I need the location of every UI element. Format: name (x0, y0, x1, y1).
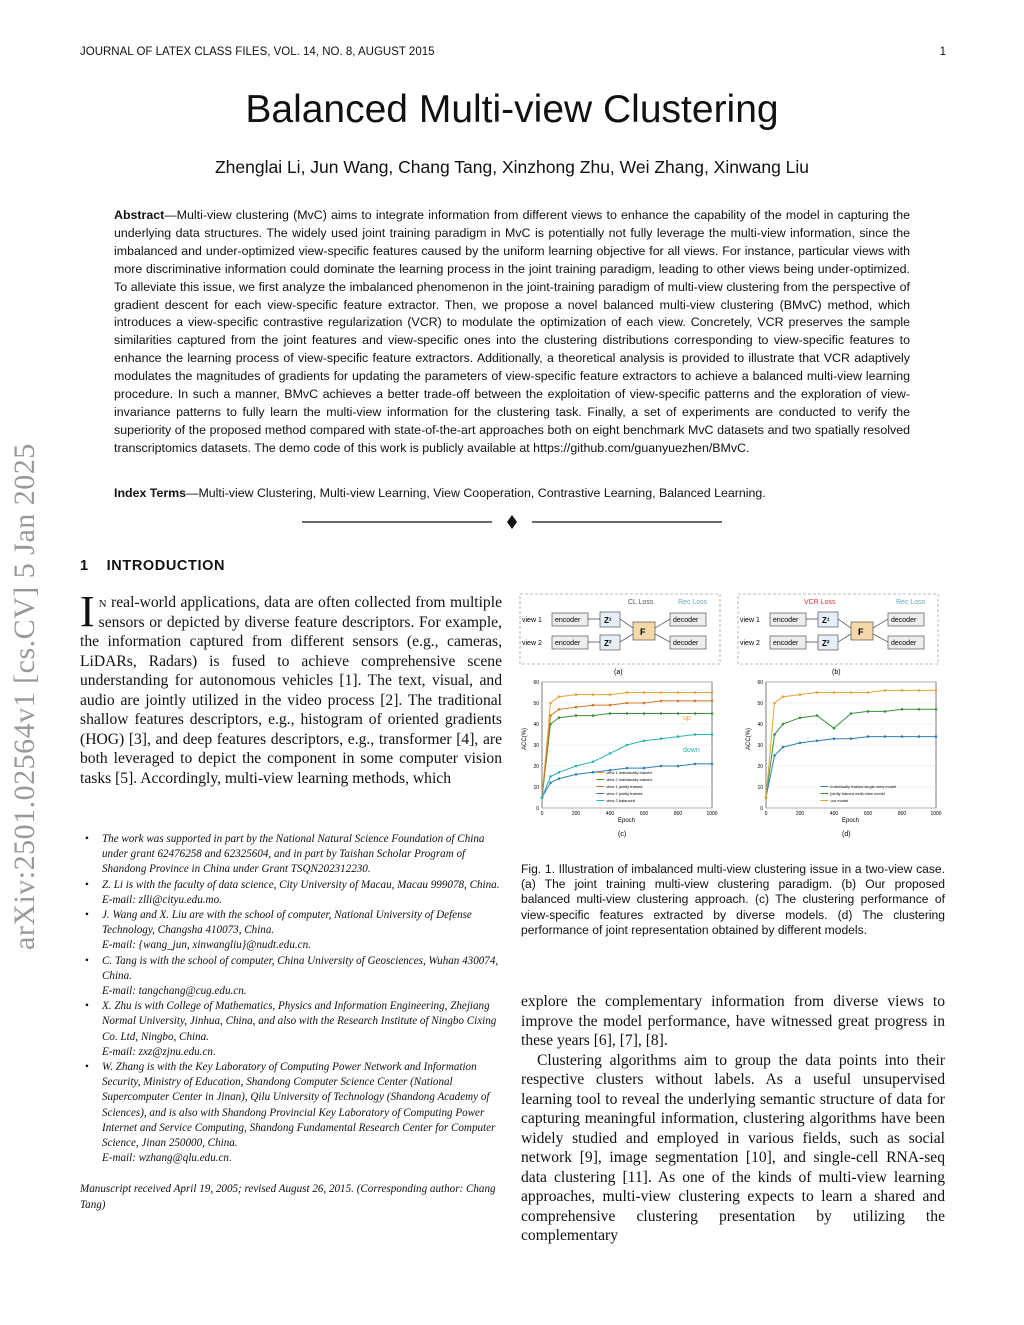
diagram-b-view2: view 2 (740, 640, 760, 647)
diagram-a-f: F (640, 627, 646, 637)
plot-c-x-tick: 0 (540, 811, 544, 817)
plot-d-y-tick: 60 (757, 680, 763, 686)
diagram-b-encoder-label: encoder (773, 617, 799, 624)
arxiv-stamp: arXiv:2501.02564v1 [cs.CV] 5 Jan 2025 (8, 443, 41, 950)
plot-c-point (575, 714, 578, 717)
plot-d-point (799, 742, 802, 745)
plot-c-point (592, 704, 595, 707)
diagram-a-encoder-label: encoder (555, 617, 581, 624)
arrow (655, 619, 670, 628)
section-number: 1 (80, 558, 89, 574)
abstract-label: Abstract (114, 208, 165, 222)
figure-caption: Fig. 1. Illustration of imbalanced multi-view clustering issue in a two-view case. (a) The joint training multi-view clustering paradigm. (b) Our proposed balanced multi-view clustering approach. (c) The clustering performance of view-specific features extracted by diverse models. (d) The clustering performance of joint representation obtained by different models. (521, 862, 945, 937)
plot-d-point (884, 689, 887, 692)
plot-d-point (867, 710, 870, 713)
divider-diamond-icon (507, 515, 517, 529)
plot-d-xlabel: Epoch (842, 818, 860, 824)
plot-c-point (609, 752, 612, 755)
plot-d-x-tick: 400 (829, 811, 839, 817)
plot-d-legend-entry: individually trained single-view model (830, 784, 897, 789)
plot-c-point (592, 714, 595, 717)
diagram-a (520, 594, 720, 676)
section-divider (302, 512, 722, 532)
plot-c-point (660, 700, 663, 703)
plot-d-point (773, 754, 776, 757)
arrow (873, 634, 888, 642)
plot-d-ylabel: ACC(%) (746, 728, 752, 750)
diagram-b-encoder-label: encoder (773, 640, 799, 647)
plot-c-point (549, 775, 552, 778)
plot-c-x-tick: 600 (639, 811, 649, 817)
plot-c-y-tick: 50 (533, 701, 539, 707)
plot-d-y-tick: 0 (760, 806, 763, 812)
arrow (838, 634, 851, 642)
footnote-item: • W. Zhang is with the Key Laboratory of Computing Power Network and Information Security, Ministry of Education, Shandong Computer Science Center (National Supercomputer Center in Jinan), Qilu University of Technology (Shandong Academy of Sciences), and is also with Shandong Provincial Key Laboratory of Computing Power Internet and Service Computing, Shandong Fundamental Research Center for Computer Science, Jinan 250000, China. E-mail: wzhang@qlu.edu.cn. (80, 1060, 502, 1166)
diagram-b-label: (b) (832, 669, 841, 676)
plot-c-label: (c) (618, 831, 627, 838)
plot-c-y-tick: 40 (533, 722, 539, 728)
plot-d-point (935, 735, 938, 738)
paper-title: Balanced Multi-view Clustering (245, 88, 779, 131)
plot-d-point (799, 716, 802, 719)
abstract (114, 207, 910, 458)
diagram-b-vcr-loss: VCR Loss (804, 599, 836, 606)
author-list: Zhenglai Li, Jun Wang, Chang Tang, Xinzhong Zhu, Wei Zhang, Xinwang Liu (214, 157, 810, 177)
plot-d-point (850, 737, 853, 740)
plot-d-point (773, 733, 776, 736)
plot-c-y-tick: 30 (533, 743, 539, 749)
plot-c-point (626, 712, 629, 715)
plot-c-x-tick: 400 (605, 811, 615, 817)
footnotes (80, 832, 502, 1213)
plot-c-point (558, 771, 561, 774)
drop-cap: I (80, 587, 95, 636)
paragraph: explore the complementary information from diverse views to improve the model performance, have witnessed great progress in these years [6], [7], [8]. (521, 993, 945, 1049)
plot-c-point (592, 771, 595, 774)
plot-c-point (694, 733, 697, 736)
plot-c-point (609, 693, 612, 696)
plot-d-point (935, 689, 938, 692)
right-column-text (521, 992, 945, 1246)
plot-d-point (833, 737, 836, 740)
plot-c-point (694, 763, 697, 766)
plot-c-legend-entry: view 1 jointly trained (606, 784, 643, 789)
plot-d-point (901, 735, 904, 738)
diagram-a-z2: Z² (604, 639, 612, 648)
footnote-item: • Z. Li is with the faculty of data science, City University of Macau, Macau 999078, China. E-mail: zlli@cityu.edu.mo. (80, 878, 502, 908)
plot-c-point (626, 767, 629, 770)
plot-d-y-tick: 20 (757, 764, 763, 770)
diagram-b-z2: Z² (822, 639, 830, 648)
section-title: INTRODUCTION (106, 558, 226, 574)
plot-c (522, 680, 718, 838)
plot-c-point (660, 691, 663, 694)
plot-c-legend-entry: view 2 balanced (606, 798, 636, 803)
plot-d-point (918, 735, 921, 738)
plot-c-point (677, 735, 680, 738)
plot-c-point (609, 712, 612, 715)
plot-d-point (935, 708, 938, 711)
footnote-item: • X. Zhu is with College of Mathematics, Physics and Information Engineering, Zhejiang Normal University, Jinhua, China, and also with the Research Institute of Ningbo Cixing Co. Ltd, Ningbo, China. E-mail: zxz@zjnu.edu.cn. (80, 999, 502, 1060)
plot-c-point (626, 744, 629, 747)
plot-c-point (677, 691, 680, 694)
footnote-email: E-mail: {wang_jun, xinwangliu}@nudt.edu.cn. (102, 939, 311, 952)
plot-c-legend-entry: view 2 jointly trained (606, 791, 643, 796)
plot-d-point (850, 691, 853, 694)
plot-c-point (711, 763, 714, 766)
plot-d-legend-entry: jointly trained multi-view model (830, 791, 885, 796)
diagram-b-view1: view 1 (740, 617, 760, 624)
plot-c-ylabel: ACC(%) (522, 728, 528, 750)
plot-d-point (884, 735, 887, 738)
plot-c-legend-entry: view 2 individually trained (606, 777, 652, 782)
plot-c-point (660, 765, 663, 768)
plot-d-x-tick: 0 (764, 811, 768, 817)
journal-name: JOURNAL OF LATEX CLASS FILES, VOL. 14, NO. 8, AUGUST 2015 (80, 46, 435, 58)
diagram-b-rec-loss: Rec Loss (896, 599, 926, 606)
plot-d-point (901, 708, 904, 711)
plot-c-point (549, 714, 552, 717)
plot-c-point (575, 773, 578, 776)
plot-d-point (884, 710, 887, 713)
plot-d-x-tick: 200 (795, 811, 805, 817)
plot-d-point (918, 708, 921, 711)
footnote-email: E-mail: zlli@cityu.edu.mo. (102, 893, 222, 906)
plot-d (746, 680, 942, 838)
diagram-b-decoder-label: decoder (891, 640, 917, 647)
plot-c-x-tick: 800 (673, 811, 683, 817)
arrow (873, 619, 888, 628)
footnote-email: E-mail: wzhang@qlu.edu.cn. (102, 1152, 232, 1165)
diagram-a-decoder-label: decoder (673, 617, 699, 624)
plot-d-point (867, 691, 870, 694)
plot-c-point (592, 761, 595, 764)
plot-c-point (711, 691, 714, 694)
paragraph: Clustering algorithms aim to group the data points into their respective clusters without labels. As a useful unsupervised learning tool to reveal the underlying semantic structure of data for capturing meaningful information, clustering algorithms have been widely studied and employed in various fields, such as social network [9], image segmentation [10], and single-cell RNA-seq data clustering [11]. As one of the kinds of multi-view learning approaches, multi-view clustering expects to learn a shared and comprehensive clustering presentation by utilizing the complementary (521, 1051, 945, 1244)
plot-c-point (575, 765, 578, 768)
intro-lead: n (98, 594, 107, 611)
plot-c-up-annot: up (683, 715, 691, 722)
plot-d-point (850, 712, 853, 715)
plot-d-y-tick: 30 (757, 743, 763, 749)
plot-d-point (833, 691, 836, 694)
running-header (80, 46, 946, 58)
plot-c-x-tick: 1000 (706, 811, 718, 817)
footnote-item: • J. Wang and X. Liu are with the school of computer, National University of Defense Technology, Changsha 410073, China. E-mail: {wang_jun, xinwangliu}@nudt.edu.cn. (80, 908, 502, 954)
plot-c-point (549, 702, 552, 705)
intro-paragraph (80, 587, 502, 788)
plot-c-point (694, 691, 697, 694)
index-terms-text: —Multi-view Clustering, Multi-view Learning, View Cooperation, Contrastive Learning, Balanced Learning. (186, 486, 766, 500)
plot-d-x-tick: 1000 (930, 811, 942, 817)
plot-c-point (660, 737, 663, 740)
plot-d-point (833, 727, 836, 730)
plot-c-point (677, 765, 680, 768)
index-terms (114, 486, 910, 500)
diagram-a-label: (a) (614, 669, 623, 676)
plot-c-point (643, 767, 646, 770)
plot-c-y-tick: 60 (533, 680, 539, 686)
plot-d-point (867, 735, 870, 738)
plot-c-y-tick: 10 (533, 785, 539, 791)
plot-c-y-tick: 20 (533, 764, 539, 770)
plot-c-down-annot: down (683, 747, 700, 754)
arrow (655, 634, 670, 642)
plot-d-point (773, 702, 776, 705)
plot-d-x-tick: 600 (863, 811, 873, 817)
plot-d-point (816, 691, 819, 694)
plot-d-point (765, 796, 768, 799)
diagram-a-rec-loss: Rec Loss (678, 599, 708, 606)
plot-c-point (694, 712, 697, 715)
footnote-item: • The work was supported in part by the National Natural Science Foundation of China under grant 62476258 and 62325604, and in part by Taishan Scholar Program of Shandong Province in China under Grant TSQN202312230. (85, 833, 485, 876)
plot-c-x-tick: 200 (571, 811, 581, 817)
plot-c-point (643, 702, 646, 705)
intro-text: real-world applications, data are often collected from multiple sensors or depicted by diverse feature descriptors. For example, the information captured from different sensors (e.g., cameras, LiDARs, Radars) is fused to achieve comprehensive scene understanding for autonomous vehicles [1]. The text, visual, and audio are jointly utilized in the video process [2]. The traditional shallow features descriptors, e.g., histogram of oriented gradients (HOG) [3], and deep features descriptors, e.g., transformer [4], are both leveraged to depict the component in some computer vision tasks [5]. Accordingly, multi-view learning methods, which (80, 594, 502, 787)
plot-c-point (558, 708, 561, 711)
diagram-b-f: F (858, 627, 864, 637)
plot-c-point (711, 733, 714, 736)
plot-c-y-tick: 0 (536, 806, 539, 812)
plot-d-x-tick: 800 (897, 811, 907, 817)
plot-d-point (901, 689, 904, 692)
diagram-a-view2: view 2 (522, 640, 542, 647)
arrow (620, 634, 633, 642)
plot-c-point (677, 700, 680, 703)
diagram-a-cl-loss: CL Loss (628, 599, 654, 606)
diagram-a-z1: Z¹ (604, 616, 612, 625)
plot-c-point (694, 700, 697, 703)
footnote-email: E-mail: zxz@zjnu.edu.cn. (102, 1045, 216, 1058)
plot-d-point (782, 723, 785, 726)
footnote-email: E-mail: tangchang@cug.edu.cn. (102, 985, 247, 998)
plot-c-xlabel: Epoch (618, 818, 636, 824)
plot-d-point (816, 714, 819, 717)
plot-c-point (643, 712, 646, 715)
footnote-item: • C. Tang is with the school of computer, China University of Geosciences, Wuhan 430074, China. E-mail: tangchang@cug.edu.cn. (80, 954, 502, 1000)
plot-c-point (711, 700, 714, 703)
plot-c-point (558, 695, 561, 698)
plot-c-point (660, 712, 663, 715)
diagram-a-decoder-label: decoder (673, 640, 699, 647)
plot-c-point (643, 740, 646, 743)
plot-d-point (816, 740, 819, 743)
manuscript-note: Manuscript received April 19, 2005; revised August 26, 2015. (Corresponding author: Chang Tang) (80, 1183, 496, 1211)
diagram-b-decoder-label: decoder (891, 617, 917, 624)
plot-d-y-tick: 50 (757, 701, 763, 707)
plot-d-y-tick: 10 (757, 785, 763, 791)
plot-d-point (799, 693, 802, 696)
figure-1 (518, 590, 948, 840)
diagram-a-encoder-label: encoder (555, 640, 581, 647)
plot-d-point (918, 689, 921, 692)
plot-c-point (558, 716, 561, 719)
index-terms-label: Index Terms (114, 486, 187, 500)
plot-d-point (782, 695, 785, 698)
plot-c-point (575, 706, 578, 709)
arrow (838, 619, 851, 628)
plot-c-point (575, 693, 578, 696)
section-heading (80, 558, 225, 574)
plot-d-legend-entry: our model (830, 798, 849, 803)
plot-d-y-tick: 40 (757, 722, 763, 728)
plot-c-point (626, 702, 629, 705)
plot-c-point (643, 691, 646, 694)
plot-c-point (609, 704, 612, 707)
plot-c-point (626, 691, 629, 694)
plot-d-label: (d) (842, 831, 851, 838)
plot-c-point (677, 712, 680, 715)
plot-c-point (541, 796, 544, 799)
diagram-b (738, 594, 938, 676)
plot-c-point (549, 782, 552, 785)
diagram-a-view1: view 1 (522, 617, 542, 624)
page-number: 1 (939, 46, 946, 58)
plot-c-point (711, 712, 714, 715)
plot-d-point (782, 746, 785, 749)
plot-c-point (592, 693, 595, 696)
arrow (620, 619, 633, 628)
diagram-b-z1: Z¹ (822, 616, 830, 625)
abstract-text: —Multi-view clustering (MvC) aims to integrate information from different views to enhance the capability of the model in capturing the underlying data structures. The widely used joint training paradigm in MvC is potentially not fully leverage the multi-view information, since the imbalanced and under-optimized view-specific features caused by the uniform learning objective for all views. For instance, particular views with more discriminative information could dominate the learning process in the joint training paradigm, leading to other views being under-optimized. To alleviate this issue, we first analyze the imbalanced phenomenon in the joint-training paradigm of multi-view clustering from the perspective of gradient descent for each view-specific feature extractor. Then, we propose a novel balanced multi-view clustering (BMvC) method, which introduces a view-specific contrastive regularization (VCR) to modulate the optimization of each view. Concretely, VCR preserves the sample similarities captured from the joint features and view-specific ones into the clustering distributions corresponding to view-specific features to enhance the learning process of view-specific feature extractors. Additionally, a theoretical analysis is provided to illustrate that VCR adaptively modulates the magnitudes of gradients for updating the parameters of view-specific feature extractors to achieve a balanced multi-view learning procedure. In such a manner, BMvC achieves a better trade-off between the exploitation of view-specific patterns and the exploration of view-invariance patterns to fully learn the multi-view information for the clustering task. Finally, a set of experiments are conducted to verify the superiority of the proposed method compared with state-of-the-art approaches both on eight benchmark MvC datasets and two spatially resolved transcriptomics datasets. The demo code of this work is publicly available at https://github.com/guanyuezhen/BMvC. (114, 208, 910, 455)
plot-c-legend-entry: view 1 individually trained (606, 770, 652, 775)
plot-c-point (558, 777, 561, 780)
